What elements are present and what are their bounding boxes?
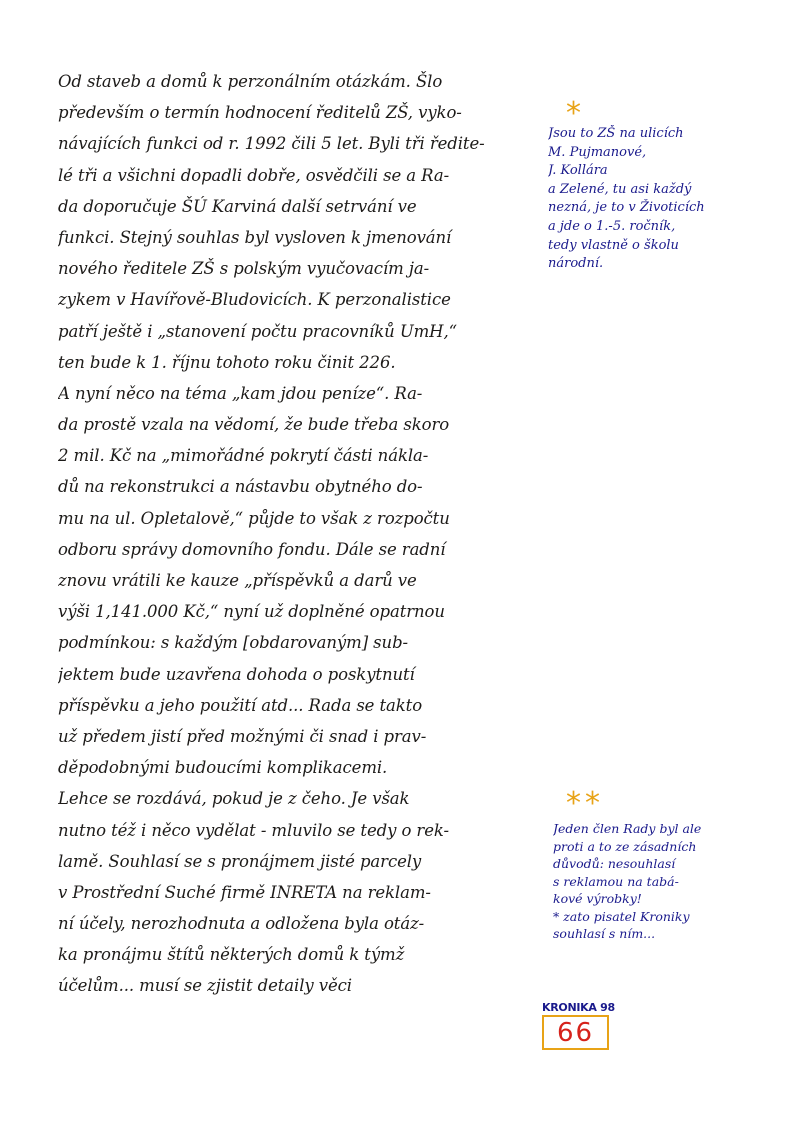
note1-asterisk-mark: * <box>566 96 581 131</box>
text-line: nového ředitele ZŠ s polským vyučovacím ja- <box>58 259 430 279</box>
text-line: především o termín hodnocení ředitelů ZŠ, vyko- <box>58 103 462 123</box>
text-line: návajících funkci od r. 1992 čili 5 let. Byli tři ředite- <box>58 134 485 154</box>
margin-note-schools <box>548 125 768 274</box>
text-line: ní účely, nerozhodnuta a odložena byla otáz- <box>58 914 425 934</box>
text-line: A nyní něco na téma „kam jdou peníze“. Ra- <box>58 383 423 403</box>
text-line: patří ještě i „stanovení počtu pracovníků UmH,“ <box>58 321 457 341</box>
note-line: * zato pisatel Kroniky <box>553 908 690 924</box>
page-number: 66 <box>542 1015 609 1050</box>
text-line: mu na ul. Opletalově,“ půjde to však z rozpočtu <box>58 508 450 528</box>
text-line: Od staveb a domů k perzonálním otázkám. Šlo <box>58 72 443 91</box>
note-line: Jsou to ZŠ na ulicích <box>548 126 684 141</box>
chronicle-label: KRONIKA 98 <box>542 1001 615 1014</box>
text-line: účelům... musí se zjistit detaily věci <box>58 976 352 996</box>
note-line: s reklamou na tabá- <box>553 873 679 889</box>
text-line: lé tři a všichni dopadli dobře, osvědčili se a Ra- <box>58 165 450 185</box>
text-line: dů na rekonstrukci a nástavbu obytného do- <box>58 477 423 497</box>
text-line: příspěvku a jeho použití atd... Rada se takto <box>58 695 423 715</box>
note-line: nezná, je to v Životicích <box>548 200 705 216</box>
note-line: Jeden člen Rady byl ale <box>553 821 702 836</box>
text-line: ten bude k 1. říjnu tohoto roku činit 226. <box>58 352 396 372</box>
note-line: národní. <box>548 256 604 272</box>
text-line: lamě. Souhlasí se s pronájmem jisté parcely <box>58 851 422 871</box>
main-handwritten-text <box>58 66 536 1002</box>
note-line: M. Pujmanové, <box>548 144 647 160</box>
text-line: nutno též i něco vydělat - mluvilo se tedy o rek- <box>58 820 449 840</box>
note-line: důvodů: nesouhlasí <box>553 856 676 871</box>
note-line: tedy vlastně o školu <box>548 237 679 253</box>
text-line: da doporučuje ŠÚ Karviná další setrvání ve <box>58 196 417 216</box>
note-line: souhlasí s ním... <box>553 926 656 941</box>
note-line: kové výrobky! <box>553 891 642 906</box>
text-line: Lehce se rozdává, pokud je z čeho. Je však <box>58 789 410 809</box>
text-line: děpodobnými budoucími komplikacemi. <box>58 758 388 778</box>
margin-note-advertising <box>553 820 773 943</box>
note-line: J. Kollára <box>548 163 608 179</box>
text-line: jektem bude uzavřena dohoda o poskytnutí <box>58 664 415 684</box>
text-line: odboru správy domovního fondu. Dále se radní <box>58 539 446 559</box>
note-line: a Zelené, tu asi každý <box>548 181 692 197</box>
note-line: a jde o 1.-5. ročník, <box>548 218 676 234</box>
text-line: v Prostřední Suché firmě INRETA na reklam- <box>58 882 431 902</box>
text-line: už předem jistí před možnými či snad i prav- <box>58 726 427 746</box>
text-line: podmínkou: s každým [obdarovaným] sub- <box>58 633 409 653</box>
text-line: ka pronájmu štítů některých domů k týmž <box>58 945 405 965</box>
text-line: 2 mil. Kč na „mimořádné pokrytí části nákla- <box>58 446 429 466</box>
text-line: da prostě vzala na vědomí, že bude třeba skoro <box>58 415 450 435</box>
text-line: výši 1,141.000 Kč,“ nyní už doplněné opatrnou <box>58 602 445 622</box>
text-line: zykem v Havířově-Bludovicích. K perzonalistice <box>58 290 451 310</box>
note-line: proti a to ze zásadních <box>553 838 697 854</box>
text-line: znovu vrátili ke kauze „příspěvků a darů ve <box>58 571 417 590</box>
note2-asterisk-mark: ** <box>566 786 604 821</box>
text-line: funkci. Stejný souhlas byl vysloven k jmenování <box>58 227 452 247</box>
